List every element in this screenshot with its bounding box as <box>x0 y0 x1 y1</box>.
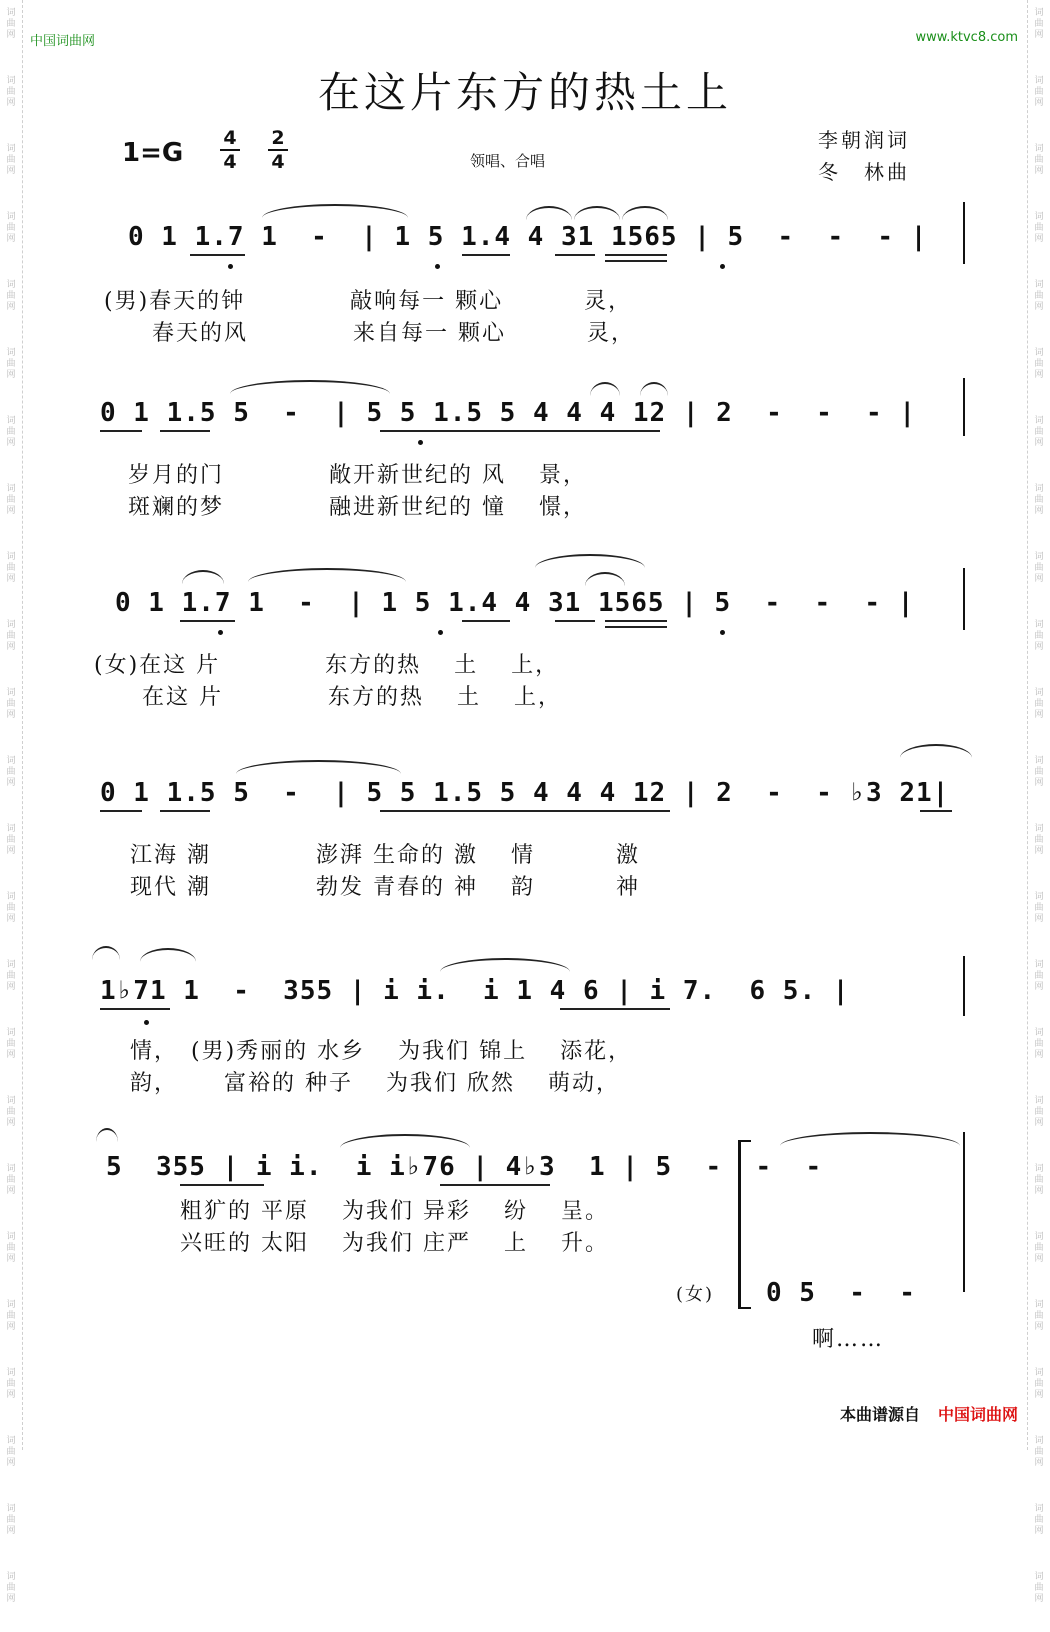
octave-dot <box>418 440 423 445</box>
lyric-verse-2: 兴旺的 太阳 为我们 庄严 上 升。 <box>180 1231 609 1256</box>
lyric-verse-1: 粗犷的 平原 为我们 异彩 纷 呈。 <box>180 1199 609 1224</box>
barline-end <box>963 1132 965 1292</box>
time-signature-2-4 <box>268 128 288 172</box>
slur <box>182 570 224 584</box>
underline <box>605 260 667 262</box>
lyric-verse-1: (女)在这 片 东方的热 土 上， <box>94 653 560 678</box>
underline <box>190 254 245 256</box>
underline <box>605 620 667 622</box>
slur <box>340 1134 470 1148</box>
slur <box>440 958 570 972</box>
notation: 0 1 1.7 1 - | 1 5 1.4 4 31 1565 | 5 - - - | <box>115 588 915 618</box>
female-part-label: (女) <box>676 1284 715 1305</box>
system-brace <box>738 1140 751 1309</box>
lyric-verse-2: 斑斓的梦 融进新世纪的 憧 憬， <box>128 495 587 520</box>
lyric-verse-2: 在这 片 东方的热 土 上， <box>94 685 562 710</box>
footer-site-link[interactable]: 中国词曲网 <box>937 1405 1018 1424</box>
lyric-verse-1: 情， (男)秀丽的 水乡 为我们 锦上 添花， <box>130 1039 633 1064</box>
underline <box>160 430 210 432</box>
octave-dot <box>218 630 223 635</box>
underline <box>380 810 670 812</box>
notation: 5 355 | i i. i i♭76 | 4♭3 1 | 5 - - - <box>106 1152 839 1182</box>
performance-note: 领唱、合唱 <box>470 152 546 170</box>
slur <box>140 948 196 962</box>
site-url-right[interactable]: www.ktvc8.com <box>915 30 1018 45</box>
slur <box>92 946 120 960</box>
right-watermark-strip: 词 曲 网 词 曲 网 词 曲 网 词 曲 网 词 曲 网 词 曲 网 词 曲 网 词 曲 网 词 曲 网 词 曲 网 词 曲 网 词 曲 网 词 曲 网 词 曲 网 词 曲 网 词 曲 网 词 曲 网 词 曲 网 词 曲 网 词 曲 网 词 曲 网 词 曲 网 词 曲 网 词 曲 网 <box>1027 0 1050 1450</box>
slur <box>574 206 620 220</box>
slur <box>780 1132 960 1146</box>
time-num: 4 <box>223 127 237 149</box>
underline <box>555 620 595 622</box>
slur <box>526 206 572 220</box>
underline <box>100 430 142 432</box>
lyric-verse-2: 现代 潮 勃发 青春的 神 韵 神 <box>130 875 640 900</box>
key-signature: 1=G <box>122 138 184 168</box>
slur <box>262 204 408 218</box>
lyric-verse-1: (男)春天的钟 敲响每一 颗心 灵， <box>104 289 633 314</box>
barline-end <box>963 378 965 436</box>
footer-credit <box>840 1402 1018 1425</box>
slur <box>248 568 406 582</box>
underline <box>560 1008 670 1010</box>
female-part-notation: 0 5 - - <box>766 1278 933 1308</box>
octave-dot <box>228 264 233 269</box>
barline-end <box>963 956 965 1016</box>
underline <box>605 626 667 628</box>
underline <box>380 430 660 432</box>
lyric-verse-2: 韵， 富裕的 种子 为我们 欣然 萌动， <box>130 1071 620 1096</box>
song-title: 在这片东方的热土上 <box>317 68 732 117</box>
time-den: 4 <box>271 151 285 173</box>
slur <box>590 382 620 396</box>
left-watermark-strip: 词 曲 网 词 曲 网 词 曲 网 词 曲 网 词 曲 网 词 曲 网 词 曲 网 词 曲 网 词 曲 网 词 曲 网 词 曲 网 词 曲 网 词 曲 网 词 曲 网 词 曲 网 词 曲 网 词 曲 网 词 曲 网 词 曲 网 词 曲 网 词 曲 网 词 曲 网 词 曲 网 词 曲 网 <box>0 0 23 1450</box>
octave-dot <box>435 264 440 269</box>
slur <box>622 206 668 220</box>
underline <box>920 810 952 812</box>
notation: 0 1 1.5 5 - | 5 5 1.5 5 4 4 4 12 | 2 - - - | <box>100 398 917 428</box>
slur <box>900 744 972 758</box>
time-den: 4 <box>223 151 237 173</box>
octave-dot <box>720 264 725 269</box>
octave-dot <box>438 630 443 635</box>
underline <box>100 810 142 812</box>
underline <box>462 620 510 622</box>
lyricist-credit: 李朝润词 <box>818 128 910 152</box>
slur <box>230 380 390 394</box>
underline <box>160 810 210 812</box>
slur <box>236 760 401 774</box>
barline-end <box>963 202 965 264</box>
lyric-verse-1: 江海 潮 澎湃 生命的 激 情 激 <box>130 843 640 868</box>
slur <box>535 554 645 568</box>
notation: 0 1 1.7 1 - | 1 5 1.4 4 31 1565 | 5 - - - | <box>128 222 928 252</box>
time-signature-4-4 <box>220 128 240 172</box>
underline <box>180 1184 264 1186</box>
underline <box>555 254 595 256</box>
underline <box>180 620 235 622</box>
lyric-verse-2: 春天的风 来自每一 颗心 灵， <box>104 321 635 346</box>
underline <box>605 254 667 256</box>
time-num: 2 <box>271 127 285 149</box>
lyric-verse-1: 岁月的门 敞开新世纪的 风 景， <box>128 463 587 488</box>
notation: 1♭71 1 - 355 | i i. i 1 4 6 | i 7. 6 5. | <box>100 976 850 1006</box>
underline <box>100 1008 170 1010</box>
octave-dot <box>144 1020 149 1025</box>
underline <box>440 1184 550 1186</box>
female-part-lyric: 啊…… <box>812 1327 885 1352</box>
notation: 0 1 1.5 5 - | 5 5 1.5 5 4 4 4 12 | 2 - - ♭3 21| <box>100 778 950 808</box>
footer-source-label: 本曲谱源自 <box>839 1405 920 1424</box>
octave-dot <box>720 630 725 635</box>
barline-end <box>963 568 965 630</box>
slur <box>640 382 668 396</box>
slur <box>585 572 625 586</box>
underline <box>462 254 510 256</box>
site-name-left[interactable]: 中国词曲网 <box>30 34 96 49</box>
composer-credit: 冬 林曲 <box>818 160 910 184</box>
slur <box>96 1128 118 1142</box>
